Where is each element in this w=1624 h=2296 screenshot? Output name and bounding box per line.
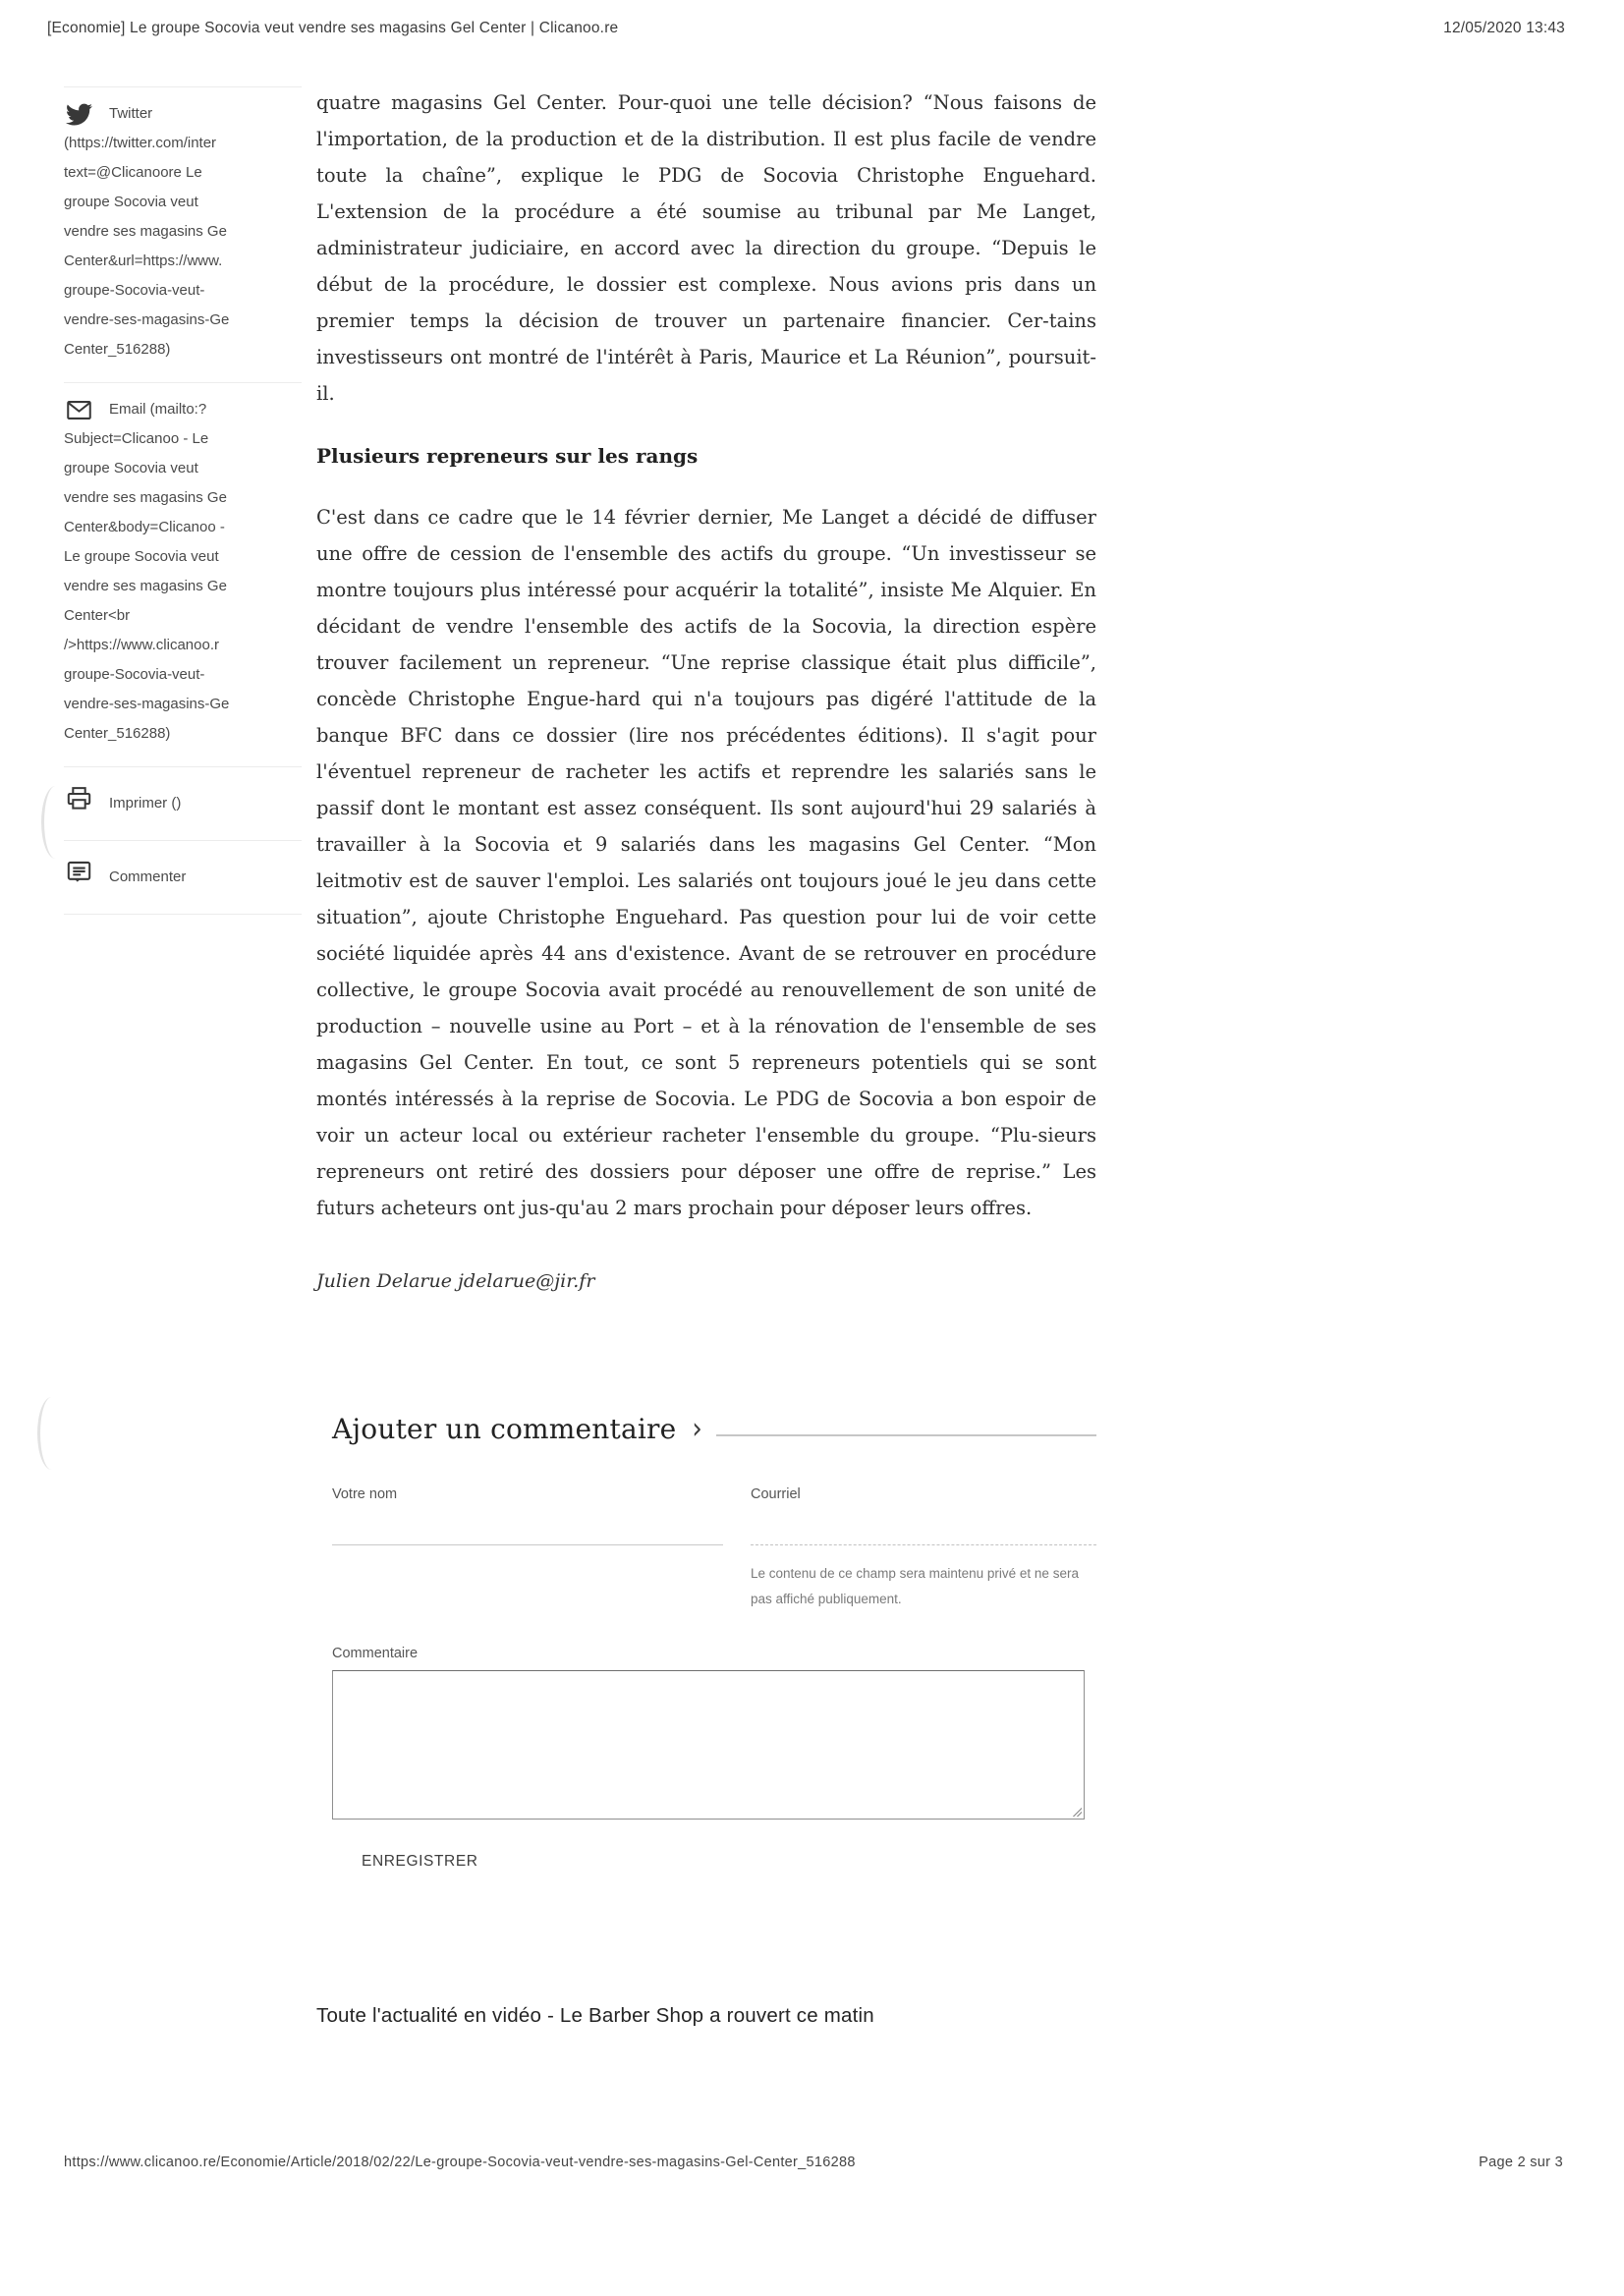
share-twitter-text: Twitter (https://twitter.com/inter text=@Clicanoore Le groupe Socovia veut vendre ses magasins Ge Center&url=https://www. groupe-Socovia-veut- vendre-ses-magasins-Ge Center_516288) <box>64 105 230 358</box>
comment-field <box>316 1646 1096 1875</box>
page-title: [Economie] Le groupe Socovia veut vendre ses magasins Gel Center | Clicanoo.re <box>47 20 619 36</box>
sidebar-divider <box>64 914 302 915</box>
print-label: Imprimer () <box>109 795 182 812</box>
comment-button[interactable] <box>64 840 302 914</box>
resize-handle-icon[interactable] <box>1071 1806 1082 1817</box>
share-email-text: Email (mailto:? Subject=Clicanoo - Le groupe Socovia veut vendre ses magasins Ge Center&body=Clicanoo - Le groupe Socovia veut vendre ses magasins Ge Center<br />https://www.clicanoo.r groupe-Socovia-veut- vendre-ses-magasins-Ge Center_516288) <box>64 401 230 742</box>
speech-bubble-icon <box>66 859 92 885</box>
print-footer <box>64 2155 1563 2170</box>
article-subheading: Plusieurs repreneurs sur les rangs <box>316 444 699 468</box>
footer-page-number: Page 2 sur 3 <box>1479 2155 1563 2170</box>
email-input[interactable] <box>751 1502 1096 1545</box>
article-paragraph-1: quatre magasins Gel Center. Pour-quoi une telle décision? “Nous faisons de l'importation, de la production et de la distribution. Il est plus facile de vendre toute la chaîne”, explique le PDG de Socovia Christophe Enguehard. L'extension de la procédure a été soumise au tribunal par Me Langet, administrateur judiciaire, en accord avec la direction du groupe. “Depuis le début de la procédure, le dossier est complexe. Nous avions pris dans un premier temps la décision de trouver un partenaire financier. Cer-tains investisseurs ont montré de l'intérêt à Paris, Maurice et La Réunion”, poursuit-il. <box>316 91 1096 405</box>
share-twitter-link[interactable] <box>64 86 302 382</box>
save-button[interactable]: ENREGISTRER <box>356 1849 484 1875</box>
article-body <box>316 84 1096 1300</box>
add-comment-section <box>316 1413 1096 1875</box>
printer-icon <box>66 785 92 812</box>
chevron-right-icon: › <box>692 1412 702 1446</box>
footer-url: https://www.clicanoo.re/Economie/Article/2018/02/22/Le-groupe-Socovia-veut-vendre-ses-magasins-Gel-Center_516288 <box>64 2155 856 2170</box>
print-datetime: 12/05/2020 13:43 <box>1443 20 1565 36</box>
comment-label: Commenter <box>109 868 187 885</box>
name-field-label: Votre nom <box>332 1486 398 1502</box>
email-field <box>751 1486 1096 1612</box>
scan-artifact <box>41 786 70 859</box>
envelope-icon <box>66 397 92 423</box>
email-help-text: Le contenu de ce champ sera maintenu privé et ne sera pas affiché publiquement. <box>751 1566 1079 1606</box>
add-comment-heading: Ajouter un commentaire <box>332 1413 677 1445</box>
name-field <box>332 1486 723 1612</box>
article-paragraph-2: C'est dans ce cadre que le 14 février dernier, Me Langet a décidé de diffuser une offre de cession de l'ensemble des actifs du groupe. “Un investisseur se montre toujours plus intéressé pour acquérir la totalité”, insiste Me Alquier. En décidant de vendre l'ensemble des actifs de la Socovia, la direction espère trouver facilement un repreneur. “Une reprise classique était plus difficile”, concède Christophe Engue-hard qui n'a toujours pas digéré l'attitude de la banque BFC dans ce dossier (lire nos précédentes éditions). Il s'agit pour l'éventuel repreneur de racheter les actifs et reprendre les salariés sans le passif dont le montant est assez conséquent. Ils sont aujourd'hui 29 salariés à travailler à la Socovia et 9 salariés dans les magasins Gel Center. “Mon leitmotiv est de sauver l'emploi. Les salariés ont toujours joué le jeu dans cette situation”, ajoute Christophe Enguehard. Pas question pour lui de voir cette société liquidée après 44 ans d'existence. Avant de se retrouver en procédure collective, le groupe Socovia avait procédé au renouvellement de son unité de production – nouvelle usine au Port – et à la rénovation de l'ensemble de ses magasins Gel Center. En tout, ce sont 5 repreneurs potentiels qui se sont montés intéressés à la reprise de Socovia. Le PDG de Socovia a bon espoir de voir un acteur local ou extérieur racheter l'ensemble du groupe. “Plu-sieurs repreneurs ont retiré des dossiers pour déposer une offre de reprise.” Les futurs acheteurs ont jus-qu'au 2 mars prochain pour déposer leurs offres. <box>316 506 1096 1219</box>
share-email-link[interactable] <box>64 382 302 766</box>
print-header <box>47 20 1565 37</box>
print-button[interactable] <box>64 766 302 840</box>
article-byline: Julien Delarue jdelarue@jir.fr <box>316 1270 595 1292</box>
comment-field-label: Commentaire <box>332 1646 419 1661</box>
heading-rule <box>716 1434 1096 1436</box>
comment-textarea[interactable] <box>332 1670 1085 1820</box>
email-field-label: Courriel <box>751 1486 801 1502</box>
share-sidebar <box>64 86 302 915</box>
scan-artifact <box>37 1397 66 1470</box>
video-caption: Toute l'actualité en vidéo - Le Barber Shop a rouvert ce matin <box>316 2004 874 2027</box>
add-comment-toggle[interactable] <box>316 1413 1096 1445</box>
name-input[interactable] <box>332 1502 723 1545</box>
twitter-icon <box>66 101 92 128</box>
